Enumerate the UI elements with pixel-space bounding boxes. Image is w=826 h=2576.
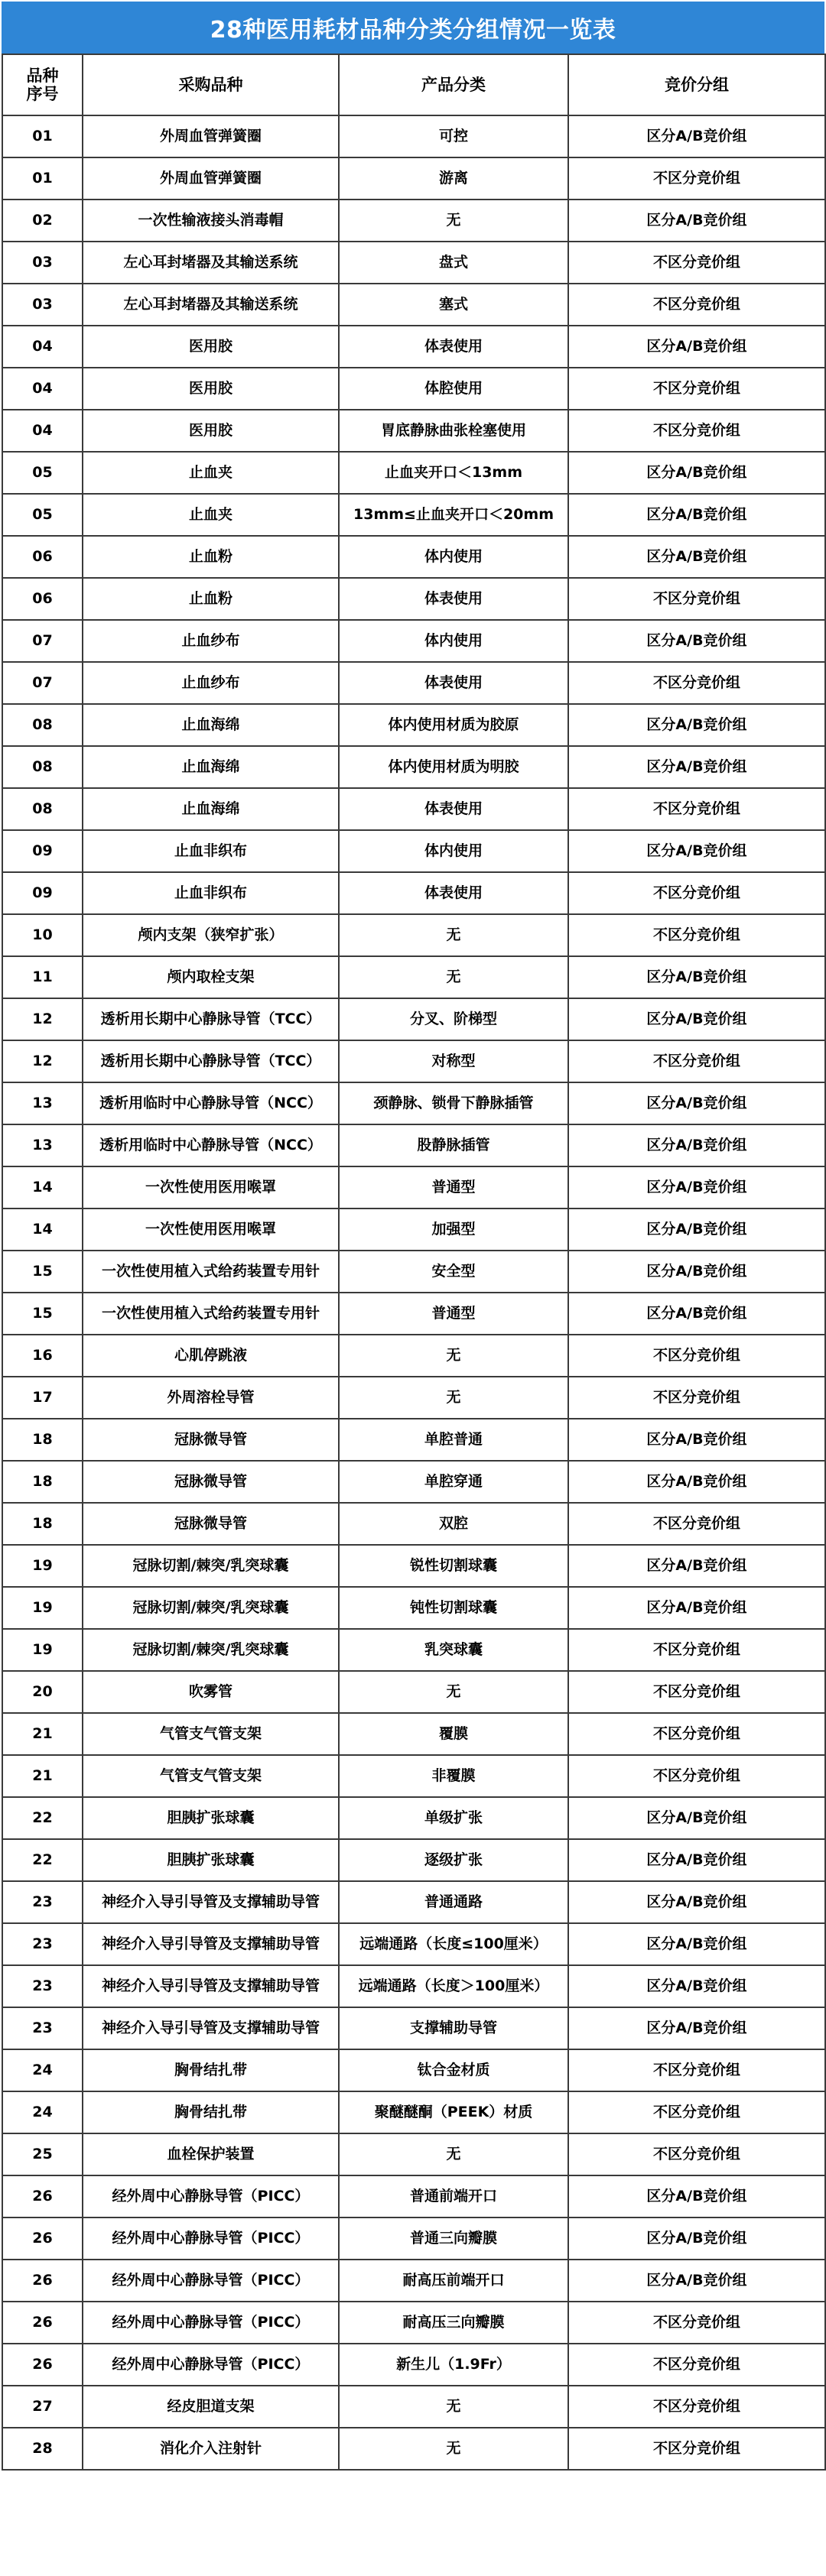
cell-product: 止血纱布 bbox=[83, 620, 339, 662]
cell-seq: 23 bbox=[2, 1881, 83, 1923]
cell-product: 消化介入注射针 bbox=[83, 2428, 339, 2470]
cell-product: 止血海绵 bbox=[83, 704, 339, 746]
cell-group: 区分A/B竞价组 bbox=[568, 1923, 825, 1965]
cell-group: 区分A/B竞价组 bbox=[568, 1965, 825, 2007]
table-row bbox=[2, 1713, 825, 1755]
cell-seq: 09 bbox=[2, 830, 83, 872]
cell-group: 区分A/B竞价组 bbox=[568, 2260, 825, 2302]
cell-product: 神经介入导引导管及支撑辅助导管 bbox=[83, 2007, 339, 2049]
cell-product: 止血夹 bbox=[83, 452, 339, 494]
cell-category: 胃底静脉曲张栓塞使用 bbox=[339, 410, 568, 452]
cell-product: 止血粉 bbox=[83, 578, 339, 620]
cell-seq: 26 bbox=[2, 2175, 83, 2218]
cell-seq: 18 bbox=[2, 1461, 83, 1503]
table-row bbox=[2, 2007, 825, 2049]
cell-category: 无 bbox=[339, 914, 568, 956]
cell-seq: 01 bbox=[2, 115, 83, 157]
cell-seq: 06 bbox=[2, 578, 83, 620]
cell-product: 透析用临时中心静脉导管（NCC） bbox=[83, 1082, 339, 1124]
cell-group: 不区分竞价组 bbox=[568, 1671, 825, 1713]
cell-product: 外周溶栓导管 bbox=[83, 1377, 339, 1419]
cell-seq: 13 bbox=[2, 1082, 83, 1124]
cell-seq: 23 bbox=[2, 1923, 83, 1965]
cell-group: 不区分竞价组 bbox=[568, 368, 825, 410]
cell-product: 颅内支架（狭窄扩张） bbox=[83, 914, 339, 956]
header-group: 竞价分组 bbox=[568, 54, 825, 115]
cell-category: 盘式 bbox=[339, 242, 568, 284]
cell-product: 一次性使用医用喉罩 bbox=[83, 1166, 339, 1209]
cell-group: 区分A/B竞价组 bbox=[568, 830, 825, 872]
cell-seq: 24 bbox=[2, 2091, 83, 2133]
cell-category: 乳突球囊 bbox=[339, 1629, 568, 1671]
cell-product: 医用胶 bbox=[83, 410, 339, 452]
cell-seq: 07 bbox=[2, 620, 83, 662]
cell-group: 不区分竞价组 bbox=[568, 578, 825, 620]
cell-category: 体内使用 bbox=[339, 620, 568, 662]
cell-category: 安全型 bbox=[339, 1251, 568, 1293]
cell-seq: 21 bbox=[2, 1755, 83, 1797]
table-row bbox=[2, 620, 825, 662]
cell-group: 区分A/B竞价组 bbox=[568, 1082, 825, 1124]
table-row bbox=[2, 157, 825, 200]
cell-seq: 13 bbox=[2, 1124, 83, 1166]
cell-group: 不区分竞价组 bbox=[568, 2428, 825, 2470]
cell-group: 区分A/B竞价组 bbox=[568, 2007, 825, 2049]
cell-category: 双腔 bbox=[339, 1503, 568, 1545]
cell-seq: 21 bbox=[2, 1713, 83, 1755]
cell-category: 体内使用材质为明胶 bbox=[339, 746, 568, 788]
table-row bbox=[2, 2302, 825, 2344]
cell-seq: 19 bbox=[2, 1587, 83, 1629]
table-row bbox=[2, 1629, 825, 1671]
cell-seq: 19 bbox=[2, 1629, 83, 1671]
cell-category: 体表使用 bbox=[339, 662, 568, 704]
table-row bbox=[2, 2091, 825, 2133]
cell-group: 区分A/B竞价组 bbox=[568, 1293, 825, 1335]
cell-group: 区分A/B竞价组 bbox=[568, 1124, 825, 1166]
cell-group: 区分A/B竞价组 bbox=[568, 115, 825, 157]
cell-category: 普通前端开口 bbox=[339, 2175, 568, 2218]
cell-product: 止血非织布 bbox=[83, 872, 339, 914]
cell-seq: 22 bbox=[2, 1797, 83, 1839]
cell-product: 透析用临时中心静脉导管（NCC） bbox=[83, 1124, 339, 1166]
cell-category: 体表使用 bbox=[339, 872, 568, 914]
cell-group: 不区分竞价组 bbox=[568, 788, 825, 830]
table-row bbox=[2, 2260, 825, 2302]
table-row bbox=[2, 1839, 825, 1881]
table-row bbox=[2, 1461, 825, 1503]
table-title: 28种医用耗材品种分类分组情况一览表 bbox=[2, 2, 824, 54]
table-row bbox=[2, 1293, 825, 1335]
table-row bbox=[2, 1251, 825, 1293]
cell-product: 气管支气管支架 bbox=[83, 1713, 339, 1755]
table-row bbox=[2, 1040, 825, 1082]
cell-seq: 03 bbox=[2, 284, 83, 326]
header-category: 产品分类 bbox=[339, 54, 568, 115]
table-row bbox=[2, 1923, 825, 1965]
cell-category: 体内使用 bbox=[339, 830, 568, 872]
cell-product: 透析用长期中心静脉导管（TCC） bbox=[83, 998, 339, 1040]
table-row bbox=[2, 2133, 825, 2175]
cell-category: 颈静脉、锁骨下静脉插管 bbox=[339, 1082, 568, 1124]
cell-group: 区分A/B竞价组 bbox=[568, 1166, 825, 1209]
table-row bbox=[2, 704, 825, 746]
cell-category: 体腔使用 bbox=[339, 368, 568, 410]
table-row bbox=[2, 1671, 825, 1713]
cell-seq: 10 bbox=[2, 914, 83, 956]
table-row bbox=[2, 1545, 825, 1587]
cell-category: 无 bbox=[339, 2133, 568, 2175]
table-row bbox=[2, 1587, 825, 1629]
cell-product: 经皮胆道支架 bbox=[83, 2386, 339, 2428]
cell-product: 经外周中心静脉导管（PICC） bbox=[83, 2175, 339, 2218]
table-row bbox=[2, 956, 825, 998]
cell-product: 经外周中心静脉导管（PICC） bbox=[83, 2302, 339, 2344]
cell-seq: 08 bbox=[2, 704, 83, 746]
cell-product: 冠脉微导管 bbox=[83, 1419, 339, 1461]
table-row bbox=[2, 2218, 825, 2260]
table-row bbox=[2, 494, 825, 536]
table-row bbox=[2, 2175, 825, 2218]
cell-product: 冠脉微导管 bbox=[83, 1461, 339, 1503]
table-row bbox=[2, 746, 825, 788]
cell-product: 止血粉 bbox=[83, 536, 339, 578]
cell-group: 区分A/B竞价组 bbox=[568, 1587, 825, 1629]
cell-category: 普通型 bbox=[339, 1166, 568, 1209]
table-row bbox=[2, 2344, 825, 2386]
cell-seq: 09 bbox=[2, 872, 83, 914]
cell-seq: 22 bbox=[2, 1839, 83, 1881]
cell-category: 无 bbox=[339, 2428, 568, 2470]
cell-seq: 11 bbox=[2, 956, 83, 998]
table-row bbox=[2, 788, 825, 830]
cell-category: 钝性切割球囊 bbox=[339, 1587, 568, 1629]
cell-group: 区分A/B竞价组 bbox=[568, 1251, 825, 1293]
cell-category: 无 bbox=[339, 1671, 568, 1713]
table-row bbox=[2, 115, 825, 157]
cell-category: 远端通路（长度≤100厘米） bbox=[339, 1923, 568, 1965]
cell-group: 不区分竞价组 bbox=[568, 157, 825, 200]
cell-category: 新生儿（1.9Fr） bbox=[339, 2344, 568, 2386]
cell-seq: 20 bbox=[2, 1671, 83, 1713]
cell-seq: 14 bbox=[2, 1166, 83, 1209]
cell-product: 胆胰扩张球囊 bbox=[83, 1839, 339, 1881]
cell-seq: 15 bbox=[2, 1251, 83, 1293]
cell-category: 普通通路 bbox=[339, 1881, 568, 1923]
cell-category: 非覆膜 bbox=[339, 1755, 568, 1797]
header-product: 采购品种 bbox=[83, 54, 339, 115]
table-row bbox=[2, 1335, 825, 1377]
cell-category: 无 bbox=[339, 200, 568, 242]
cell-product: 止血夹 bbox=[83, 494, 339, 536]
cell-category: 加强型 bbox=[339, 1209, 568, 1251]
cell-seq: 17 bbox=[2, 1377, 83, 1419]
cell-category: 对称型 bbox=[339, 1040, 568, 1082]
table-row bbox=[2, 1755, 825, 1797]
cell-seq: 23 bbox=[2, 1965, 83, 2007]
table-row bbox=[2, 1419, 825, 1461]
cell-product: 医用胶 bbox=[83, 368, 339, 410]
cell-group: 不区分竞价组 bbox=[568, 872, 825, 914]
cell-category: 无 bbox=[339, 2386, 568, 2428]
cell-group: 区分A/B竞价组 bbox=[568, 200, 825, 242]
cell-group: 区分A/B竞价组 bbox=[568, 1419, 825, 1461]
table-row bbox=[2, 1503, 825, 1545]
table-row bbox=[2, 200, 825, 242]
cell-product: 止血海绵 bbox=[83, 788, 339, 830]
cell-seq: 01 bbox=[2, 157, 83, 200]
cell-seq: 26 bbox=[2, 2218, 83, 2260]
cell-product: 胸骨结扎带 bbox=[83, 2049, 339, 2091]
cell-product: 一次性使用植入式给药装置专用针 bbox=[83, 1293, 339, 1335]
cell-seq: 24 bbox=[2, 2049, 83, 2091]
cell-category: 远端通路（长度＞100厘米） bbox=[339, 1965, 568, 2007]
cell-category: 13mm≤止血夹开口＜20mm bbox=[339, 494, 568, 536]
cell-product: 一次性使用植入式给药装置专用针 bbox=[83, 1251, 339, 1293]
cell-seq: 05 bbox=[2, 494, 83, 536]
cell-category: 逐级扩张 bbox=[339, 1839, 568, 1881]
cell-seq: 19 bbox=[2, 1545, 83, 1587]
cell-group: 不区分竞价组 bbox=[568, 1377, 825, 1419]
cell-product: 血栓保护装置 bbox=[83, 2133, 339, 2175]
cell-product: 止血非织布 bbox=[83, 830, 339, 872]
cell-group: 区分A/B竞价组 bbox=[568, 956, 825, 998]
cell-product: 医用胶 bbox=[83, 326, 339, 368]
cell-product: 左心耳封堵器及其输送系统 bbox=[83, 242, 339, 284]
cell-category: 无 bbox=[339, 956, 568, 998]
cell-seq: 04 bbox=[2, 410, 83, 452]
cell-seq: 15 bbox=[2, 1293, 83, 1335]
cell-product: 神经介入导引导管及支撑辅助导管 bbox=[83, 1965, 339, 2007]
cell-product: 颅内取栓支架 bbox=[83, 956, 339, 998]
cell-group: 区分A/B竞价组 bbox=[568, 704, 825, 746]
cell-group: 区分A/B竞价组 bbox=[568, 2175, 825, 2218]
table-row bbox=[2, 578, 825, 620]
cell-product: 神经介入导引导管及支撑辅助导管 bbox=[83, 1923, 339, 1965]
cell-group: 区分A/B竞价组 bbox=[568, 1209, 825, 1251]
cell-group: 区分A/B竞价组 bbox=[568, 2218, 825, 2260]
cell-seq: 23 bbox=[2, 2007, 83, 2049]
table-row bbox=[2, 914, 825, 956]
cell-group: 区分A/B竞价组 bbox=[568, 326, 825, 368]
cell-group: 不区分竞价组 bbox=[568, 284, 825, 326]
cell-group: 区分A/B竞价组 bbox=[568, 536, 825, 578]
cell-seq: 08 bbox=[2, 788, 83, 830]
cell-category: 锐性切割球囊 bbox=[339, 1545, 568, 1587]
cell-group: 区分A/B竞价组 bbox=[568, 1797, 825, 1839]
cell-product: 一次性使用医用喉罩 bbox=[83, 1209, 339, 1251]
header-seq bbox=[2, 54, 83, 115]
cell-group: 区分A/B竞价组 bbox=[568, 1461, 825, 1503]
cell-group: 不区分竞价组 bbox=[568, 1713, 825, 1755]
cell-category: 单腔普通 bbox=[339, 1419, 568, 1461]
cell-seq: 26 bbox=[2, 2302, 83, 2344]
cell-group: 区分A/B竞价组 bbox=[568, 998, 825, 1040]
cell-product: 一次性输液接头消毒帽 bbox=[83, 200, 339, 242]
table-row bbox=[2, 2428, 825, 2470]
table-row bbox=[2, 284, 825, 326]
cell-group: 不区分竞价组 bbox=[568, 1503, 825, 1545]
table-row bbox=[2, 1124, 825, 1166]
table-row bbox=[2, 1881, 825, 1923]
cell-product: 冠脉切割/棘突/乳突球囊 bbox=[83, 1629, 339, 1671]
cell-seq: 02 bbox=[2, 200, 83, 242]
cell-category: 单腔穿通 bbox=[339, 1461, 568, 1503]
cell-category: 可控 bbox=[339, 115, 568, 157]
cell-category: 普通三向瓣膜 bbox=[339, 2218, 568, 2260]
cell-group: 不区分竞价组 bbox=[568, 1629, 825, 1671]
cell-product: 左心耳封堵器及其输送系统 bbox=[83, 284, 339, 326]
cell-product: 气管支气管支架 bbox=[83, 1755, 339, 1797]
table-row bbox=[2, 1377, 825, 1419]
cell-group: 区分A/B竞价组 bbox=[568, 620, 825, 662]
cell-product: 吹雾管 bbox=[83, 1671, 339, 1713]
table-row bbox=[2, 536, 825, 578]
cell-group: 区分A/B竞价组 bbox=[568, 746, 825, 788]
table-row bbox=[2, 1209, 825, 1251]
table-row bbox=[2, 2049, 825, 2091]
cell-group: 不区分竞价组 bbox=[568, 662, 825, 704]
cell-category: 止血夹开口＜13mm bbox=[339, 452, 568, 494]
cell-seq: 18 bbox=[2, 1419, 83, 1461]
cell-product: 止血纱布 bbox=[83, 662, 339, 704]
cell-seq: 16 bbox=[2, 1335, 83, 1377]
cell-group: 区分A/B竞价组 bbox=[568, 494, 825, 536]
cell-group: 不区分竞价组 bbox=[568, 914, 825, 956]
cell-seq: 28 bbox=[2, 2428, 83, 2470]
cell-category: 耐高压三向瓣膜 bbox=[339, 2302, 568, 2344]
cell-seq: 06 bbox=[2, 536, 83, 578]
cell-category: 分叉、阶梯型 bbox=[339, 998, 568, 1040]
table-row bbox=[2, 410, 825, 452]
cell-category: 塞式 bbox=[339, 284, 568, 326]
cell-product: 冠脉切割/棘突/乳突球囊 bbox=[83, 1545, 339, 1587]
cell-seq: 12 bbox=[2, 1040, 83, 1082]
cell-group: 区分A/B竞价组 bbox=[568, 452, 825, 494]
cell-group: 区分A/B竞价组 bbox=[568, 1545, 825, 1587]
cell-product: 冠脉微导管 bbox=[83, 1503, 339, 1545]
cell-group: 不区分竞价组 bbox=[568, 1755, 825, 1797]
cell-group: 区分A/B竞价组 bbox=[568, 1881, 825, 1923]
table-row bbox=[2, 998, 825, 1040]
cell-seq: 04 bbox=[2, 326, 83, 368]
cell-seq: 26 bbox=[2, 2344, 83, 2386]
category-table bbox=[2, 54, 826, 2471]
table-row bbox=[2, 1965, 825, 2007]
table-row bbox=[2, 1797, 825, 1839]
cell-category: 覆膜 bbox=[339, 1713, 568, 1755]
table-row bbox=[2, 662, 825, 704]
cell-category: 游离 bbox=[339, 157, 568, 200]
cell-group: 不区分竞价组 bbox=[568, 2133, 825, 2175]
cell-category: 体内使用 bbox=[339, 536, 568, 578]
table-row bbox=[2, 2386, 825, 2428]
cell-category: 体表使用 bbox=[339, 578, 568, 620]
cell-seq: 18 bbox=[2, 1503, 83, 1545]
cell-group: 不区分竞价组 bbox=[568, 410, 825, 452]
cell-seq: 26 bbox=[2, 2260, 83, 2302]
cell-category: 无 bbox=[339, 1377, 568, 1419]
table-row bbox=[2, 452, 825, 494]
cell-product: 心肌停跳液 bbox=[83, 1335, 339, 1377]
cell-category: 耐高压前端开口 bbox=[339, 2260, 568, 2302]
cell-product: 透析用长期中心静脉导管（TCC） bbox=[83, 1040, 339, 1082]
cell-category: 聚醚醚酮（PEEK）材质 bbox=[339, 2091, 568, 2133]
cell-group: 不区分竞价组 bbox=[568, 2049, 825, 2091]
table-row bbox=[2, 1166, 825, 1209]
cell-group: 不区分竞价组 bbox=[568, 2091, 825, 2133]
cell-product: 神经介入导引导管及支撑辅助导管 bbox=[83, 1881, 339, 1923]
cell-category: 股静脉插管 bbox=[339, 1124, 568, 1166]
table-row bbox=[2, 1082, 825, 1124]
cell-category: 无 bbox=[339, 1335, 568, 1377]
cell-seq: 04 bbox=[2, 368, 83, 410]
cell-category: 体内使用材质为胶原 bbox=[339, 704, 568, 746]
table-row bbox=[2, 872, 825, 914]
cell-category: 单级扩张 bbox=[339, 1797, 568, 1839]
cell-seq: 05 bbox=[2, 452, 83, 494]
cell-seq: 14 bbox=[2, 1209, 83, 1251]
cell-category: 钛合金材质 bbox=[339, 2049, 568, 2091]
cell-group: 不区分竞价组 bbox=[568, 1335, 825, 1377]
cell-group: 不区分竞价组 bbox=[568, 1040, 825, 1082]
cell-product: 经外周中心静脉导管（PICC） bbox=[83, 2344, 339, 2386]
cell-group: 不区分竞价组 bbox=[568, 2386, 825, 2428]
cell-product: 胆胰扩张球囊 bbox=[83, 1797, 339, 1839]
cell-product: 胸骨结扎带 bbox=[83, 2091, 339, 2133]
table-header-row bbox=[2, 54, 825, 115]
cell-seq: 07 bbox=[2, 662, 83, 704]
cell-category: 体表使用 bbox=[339, 326, 568, 368]
cell-group: 不区分竞价组 bbox=[568, 2302, 825, 2344]
cell-group: 不区分竞价组 bbox=[568, 2344, 825, 2386]
cell-category: 支撑辅助导管 bbox=[339, 2007, 568, 2049]
cell-product: 冠脉切割/棘突/乳突球囊 bbox=[83, 1587, 339, 1629]
table-row bbox=[2, 242, 825, 284]
cell-seq: 25 bbox=[2, 2133, 83, 2175]
cell-product: 止血海绵 bbox=[83, 746, 339, 788]
table-row bbox=[2, 830, 825, 872]
cell-product: 经外周中心静脉导管（PICC） bbox=[83, 2218, 339, 2260]
table-row bbox=[2, 326, 825, 368]
cell-category: 体表使用 bbox=[339, 788, 568, 830]
cell-seq: 08 bbox=[2, 746, 83, 788]
cell-seq: 03 bbox=[2, 242, 83, 284]
cell-group: 区分A/B竞价组 bbox=[568, 1839, 825, 1881]
cell-product: 外周血管弹簧圈 bbox=[83, 157, 339, 200]
cell-category: 普通型 bbox=[339, 1293, 568, 1335]
cell-group: 不区分竞价组 bbox=[568, 242, 825, 284]
table-row bbox=[2, 368, 825, 410]
cell-product: 外周血管弹簧圈 bbox=[83, 115, 339, 157]
header-seq-label: 品种 序号 bbox=[26, 66, 59, 103]
cell-seq: 12 bbox=[2, 998, 83, 1040]
cell-product: 经外周中心静脉导管（PICC） bbox=[83, 2260, 339, 2302]
cell-seq: 27 bbox=[2, 2386, 83, 2428]
